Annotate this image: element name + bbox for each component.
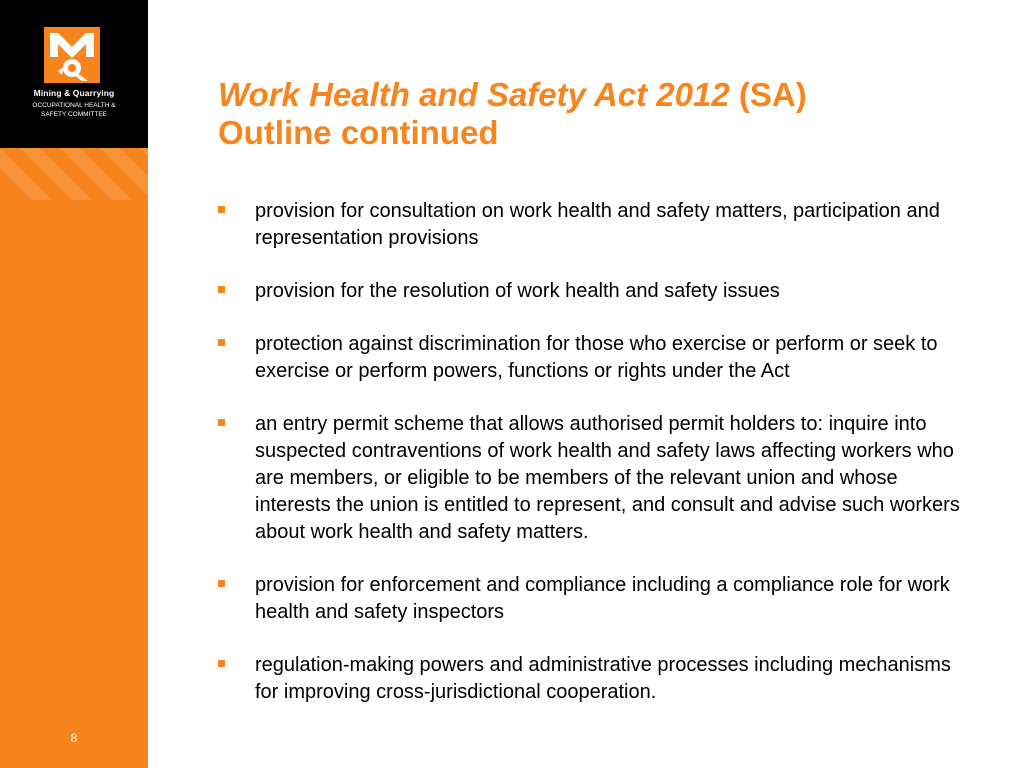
slide-title xyxy=(218,76,978,152)
bullet-text: provision for the resolution of work health and safety issues xyxy=(255,280,780,302)
title-line2: Outline continued xyxy=(218,114,499,151)
logo-subtitle-2: SAFETY COMMITTEE xyxy=(41,111,107,118)
bullet-text: regulation-making powers and administrative processes including mechanisms for improving cross-jurisdictional cooperation. xyxy=(255,654,951,703)
title-act-name: Work Health and Safety Act 2012 xyxy=(218,76,730,113)
bullet-square-icon xyxy=(218,660,225,667)
list-item xyxy=(216,411,976,546)
title-suffix: (SA) xyxy=(729,76,807,113)
list-item xyxy=(216,572,976,626)
list-item xyxy=(216,331,976,385)
logo-title: Mining & Quarrying xyxy=(33,88,115,98)
list-item xyxy=(216,652,976,706)
logo-block xyxy=(0,0,148,148)
bullet-square-icon xyxy=(218,206,225,213)
bullet-square-icon xyxy=(218,419,225,426)
sidebar xyxy=(0,0,148,768)
list-item xyxy=(216,278,976,305)
page-number: 8 xyxy=(70,731,78,745)
list-item xyxy=(216,198,976,252)
bullet-square-icon xyxy=(218,580,225,587)
bullet-text: protection against discrimination for those who exercise or perform or seek to exercise or perform powers, functions or rights under the Act xyxy=(255,333,938,382)
bullet-text: provision for enforcement and compliance including a compliance role for work health and safety inspectors xyxy=(255,574,950,623)
bullet-square-icon xyxy=(218,339,225,346)
bullet-square-icon xyxy=(218,286,225,293)
mq-logo-icon xyxy=(44,27,100,83)
bullet-text: an entry permit scheme that allows authorised permit holders to: inquire into suspected contraventions of work health and safety laws affecting workers who are members, or eligible to be members of the relevant union and whose interests the union is entitled to represent, and consult and advise such workers about work health and safety matters. xyxy=(255,413,960,543)
logo-subtitle-1: OCCUPATIONAL HEALTH & xyxy=(32,102,116,109)
decorative-stripes xyxy=(0,148,148,200)
bullet-text: provision for consultation on work health and safety matters, participation and representation provisions xyxy=(255,200,940,249)
bullet-list xyxy=(216,198,976,732)
